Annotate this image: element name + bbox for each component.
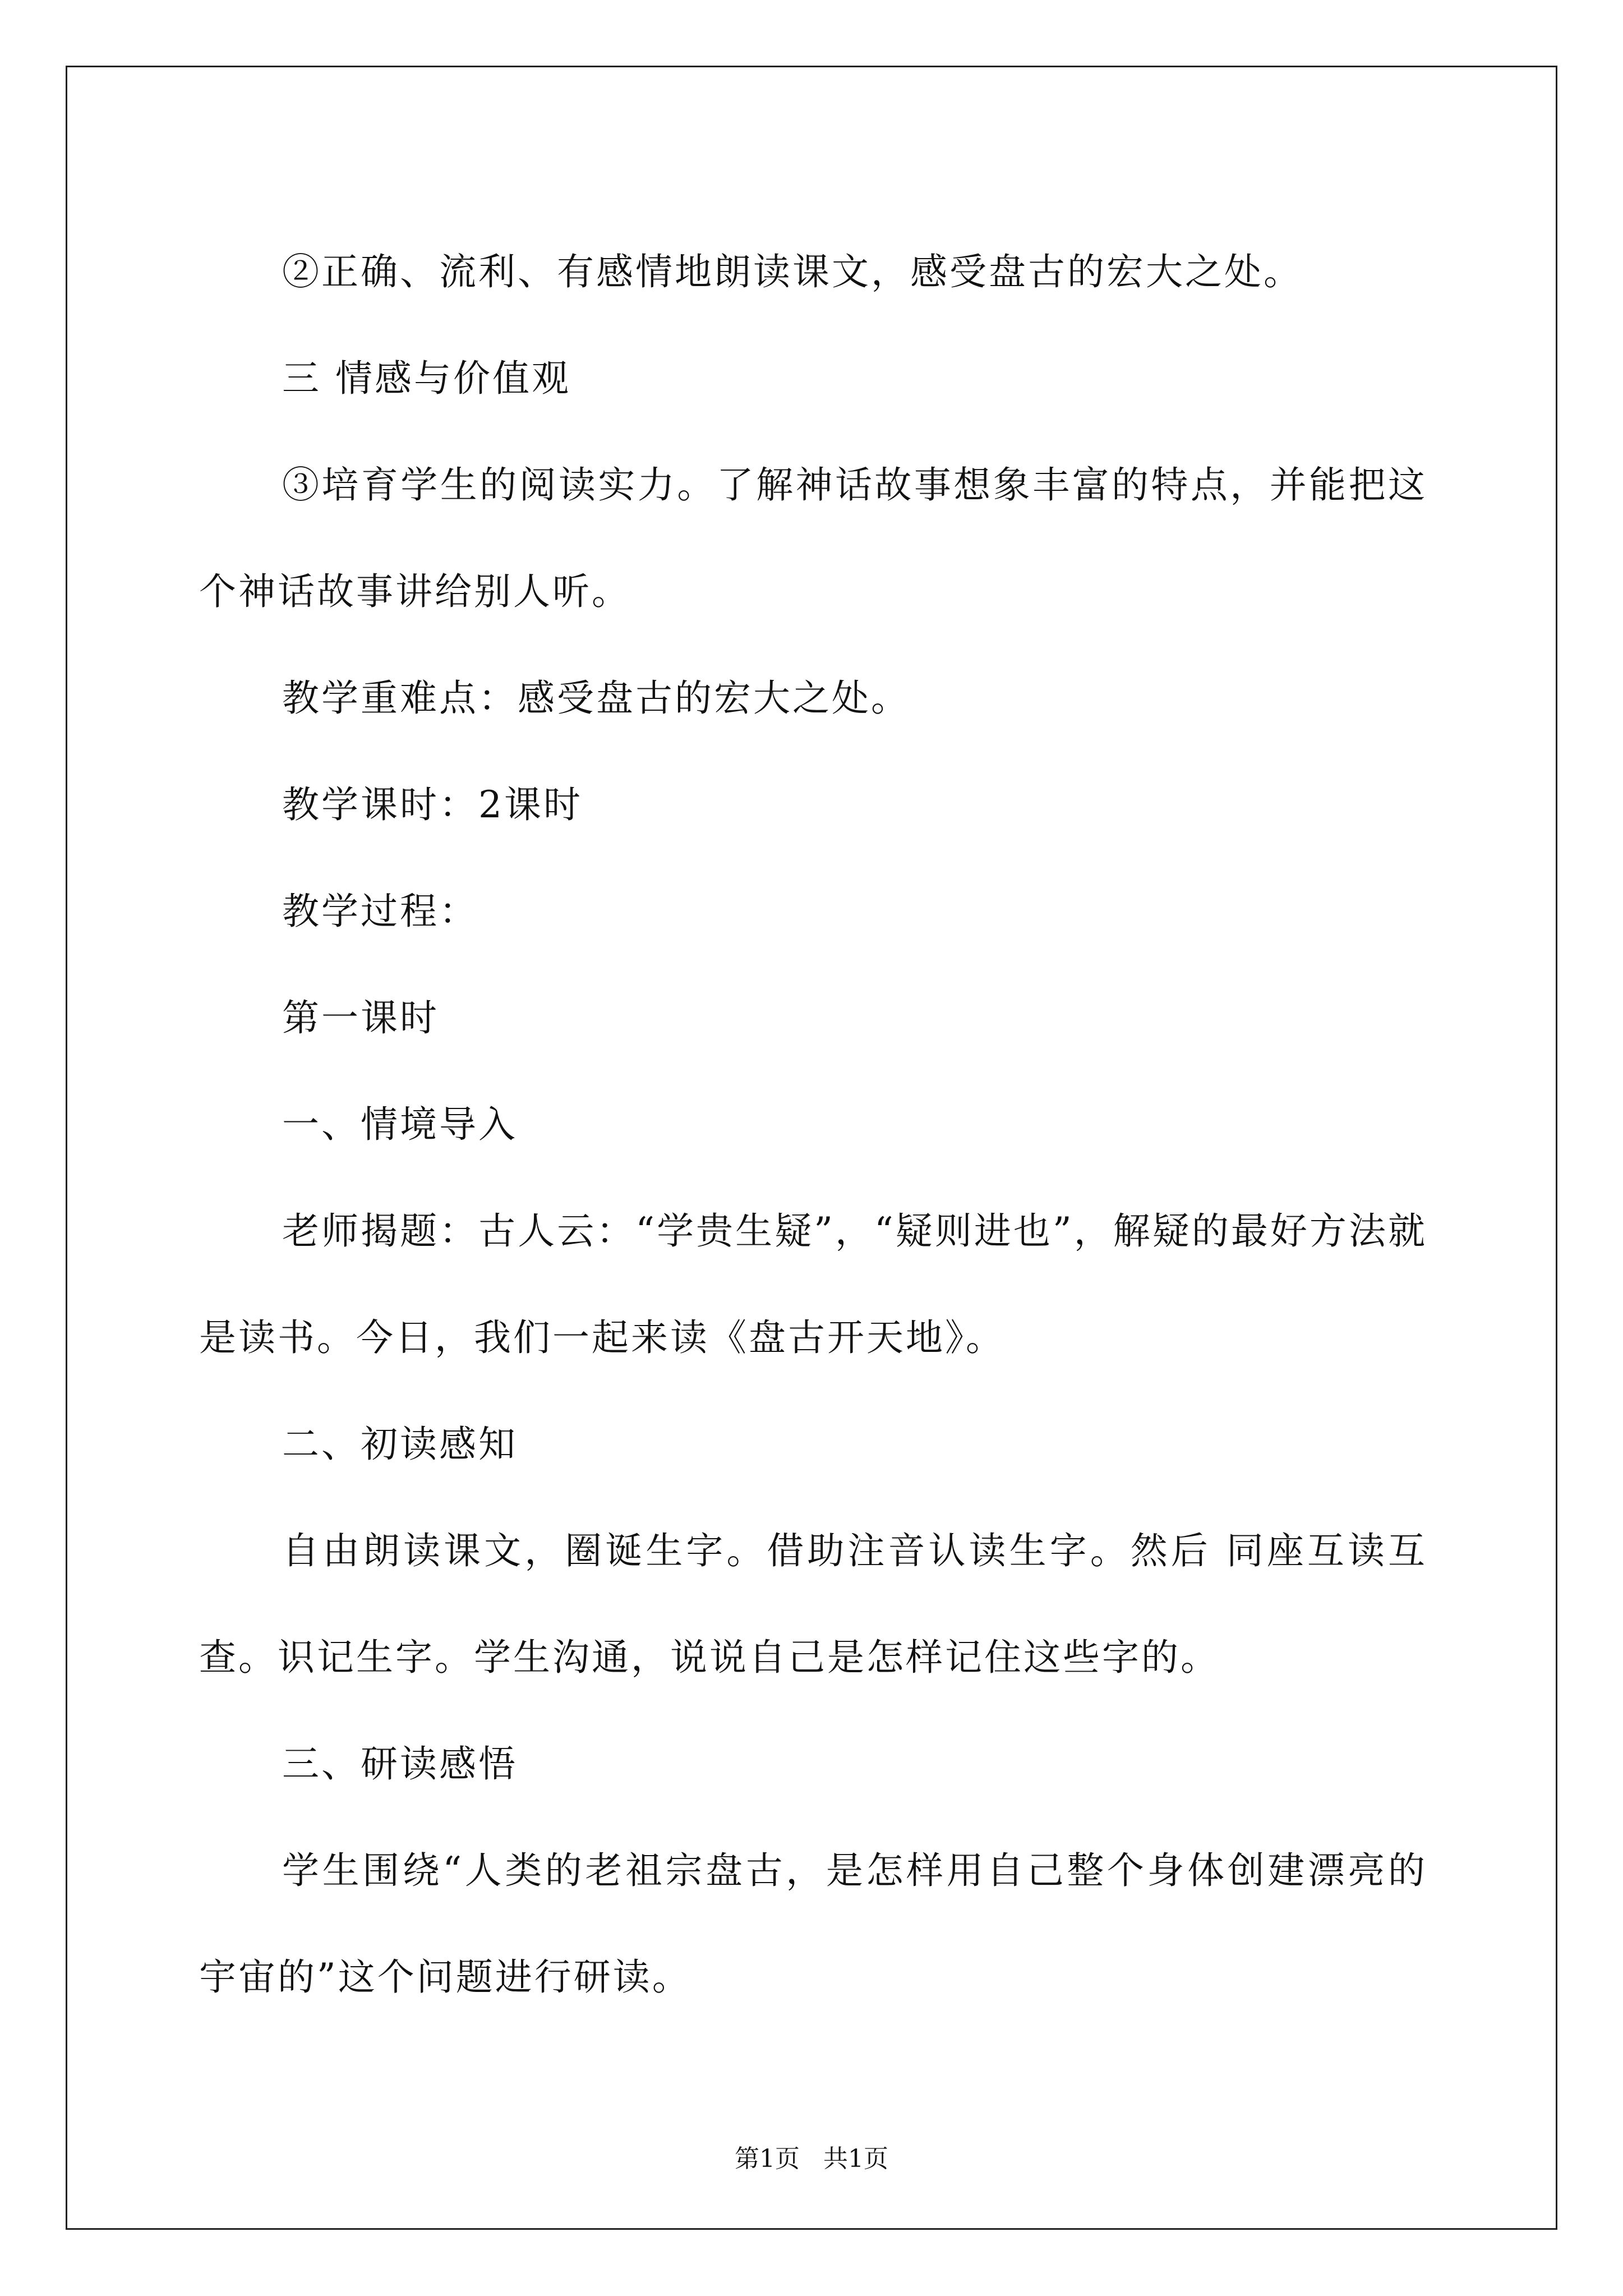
paragraph-goal-3: ③培育学生的阅读实力。了解神话故事想象丰富的特点，并能把这个神话故事讲给别人听。 <box>199 463 1427 613</box>
paragraph-study: 学生围绕“人类的老祖宗盘古，是怎样用自己整个身体创建漂亮的宇宙的”这个问题进行研读。 <box>199 1849 1427 1999</box>
page-footer <box>0 2138 1623 2174</box>
heading-emotion-values: 三 情感与价值观 <box>282 357 571 400</box>
paragraph-goal-2: ②正确、流利、有感情地朗读课文，感受盘古的宏大之处。 <box>282 250 1303 293</box>
document-body <box>199 219 1427 2031</box>
page-total: 共1页 <box>823 2145 888 2173</box>
paragraph-class-hours: 教学课时：2课时 <box>282 783 583 826</box>
heading-teaching-process: 教学过程： <box>282 890 478 933</box>
heading-first-lesson: 第一课时 <box>282 996 439 1039</box>
heading-section-2: 二、初读感知 <box>282 1423 518 1466</box>
heading-section-3: 三、研读感悟 <box>282 1742 518 1786</box>
paragraph-first-reading: 自由朗读课文，圈诞生字。借助注音认读生字。然后 同座互读互查。识记生字。学生沟通，说说自己是怎样记住这些字的。 <box>199 1529 1427 1679</box>
heading-section-1: 一、情境导入 <box>282 1103 518 1146</box>
paragraph-intro: 老师揭题：古人云：“学贵生疑”，“疑则进也”，解疑的最好方法就是读书。今日，我们一起来读《盘古开天地》。 <box>199 1209 1427 1359</box>
paragraph-key-points: 教学重难点：感受盘古的宏大之处。 <box>282 677 910 720</box>
page-number: 第1页 <box>735 2145 800 2173</box>
